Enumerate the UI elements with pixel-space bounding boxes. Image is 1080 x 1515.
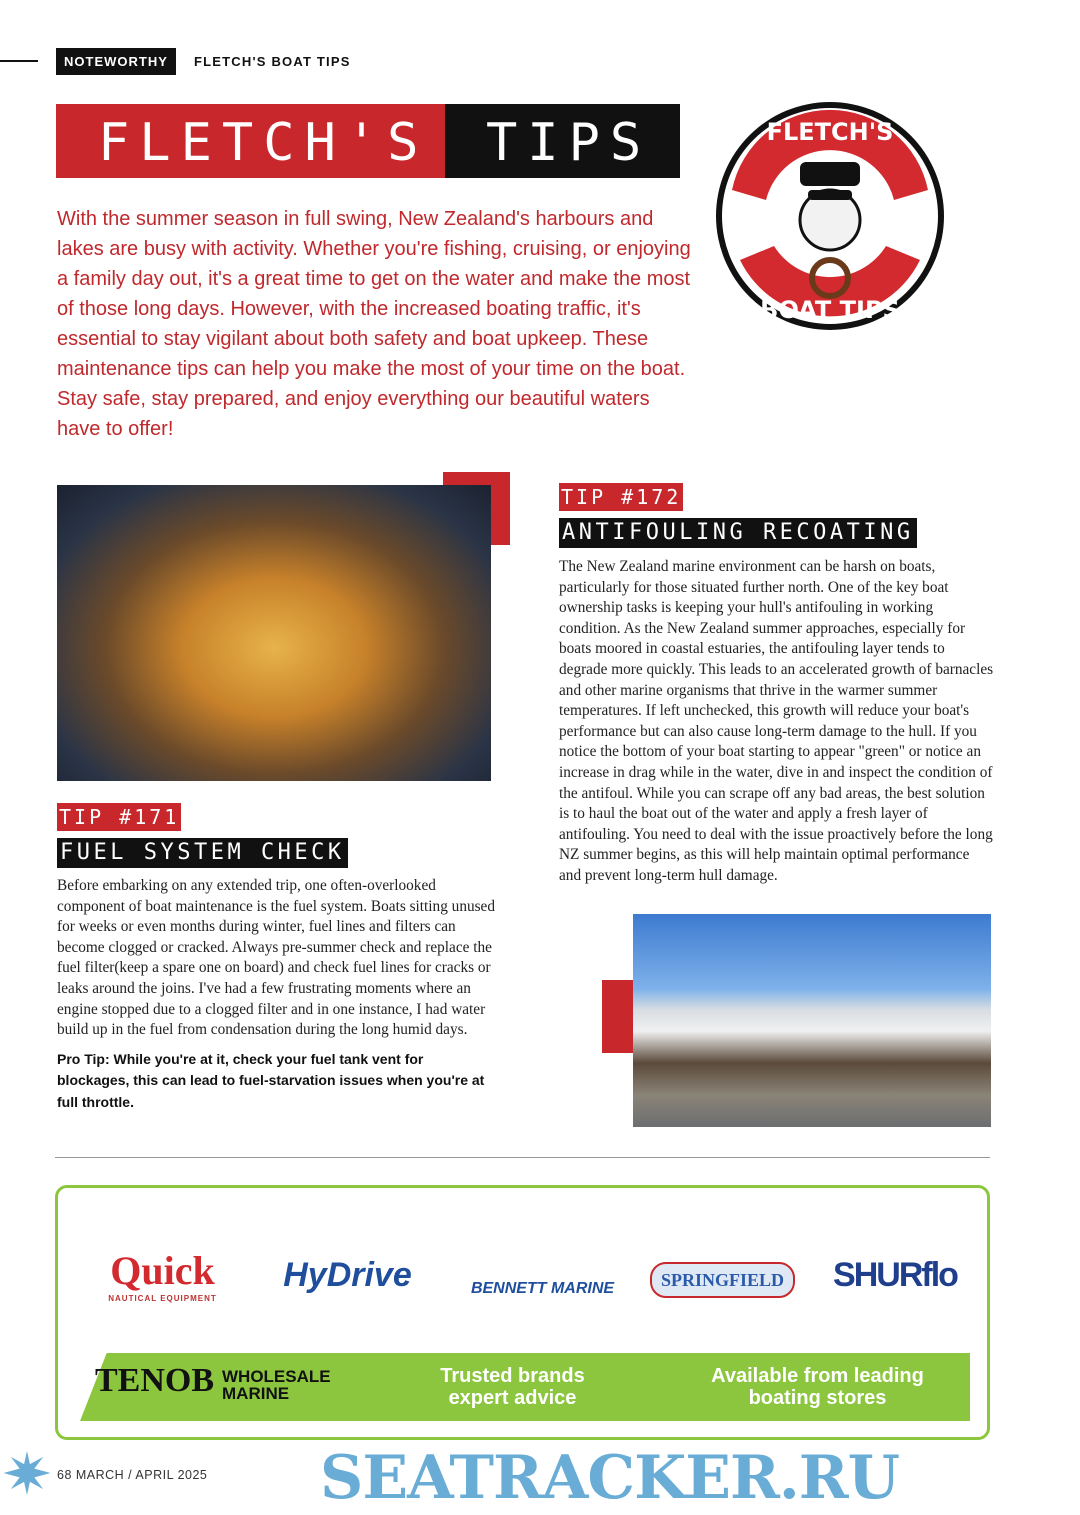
intro-paragraph: With the summer season in full swing, New Zealand's harbours and lakes are busy with activity. Whether you're fishing, cruising, or enjoying a family day out, it's a great time to get on the water and make the most of those long days. However, with the increased boating traffic, it's essential to stay vigilant about both safety and boat upkeep. These maintenance tips can help you make the most of your time on the boat. Stay safe, stay prepared, and enjoy everything our beautiful waters have to offer! [57,208,691,440]
section-badge: NOTEWORTHY [56,48,176,75]
header-rule [0,60,38,62]
page-footer: 68 MARCH / APRIL 2025 [57,1468,208,1482]
tip-172-body: The New Zealand marine environment can be harsh on boats, particularly for those situated further north. One of the key boat ownership tasks is keeping your hull's antifouling in working condition. As the New Zealand summer approaches, especially for boats moored in coastal estuaries, the antifouling layer tends to degrade more quickly. This leads to an accelerated growth of barnacles and other marine organisms that thrive in the warmer summer temperatures. If left unchecked, this growth will reduce your boat's performance but can also cause long-term damage to the hull. If you notice the bottom of your boat starting to appear "green" or notice an increase in drag while in the water, dive in and inspect the condition of the antifoul. While you can scrape off any bad areas, the best solution is to haul the boat out of the water and apply a fresh layer of antifouling. You need to deal with the issue proactively before the long NZ summer begins, as this will help maintain optimal performance and prevent long-term hull damage. [559,558,994,884]
watermark-sun-icon [2,1448,52,1498]
wholesale-marine [222,1368,331,1402]
tip-171-column [57,876,497,1113]
brand-bennett-marine: BENNETT MARINE [470,1280,615,1297]
distributor-name: MARINE [222,1384,290,1403]
tenob-logo: TENOB [95,1362,215,1399]
slogan-available: Available from leading boating stores [711,1365,924,1409]
tip-172-heading: ANTIFOULING RECOATING [559,518,917,548]
logo-text: FLETCH'S [766,118,894,146]
brand-quick [85,1240,240,1310]
svg-text:BOAT TIPS: BOAT TIPS [760,296,900,324]
brand-springfield: SPRINGFIELD [650,1262,795,1298]
tip-171-heading: FUEL SYSTEM CHECK [57,838,348,868]
brand-name: Quick [110,1248,215,1293]
divider [55,1157,990,1158]
brand-hydrive: HyDrive [283,1255,412,1294]
watermark: SEATRACKER.RU [320,1443,899,1513]
boat-hull-photo [633,914,991,1127]
slogan-trusted: Trusted brands expert advice [440,1365,585,1409]
pro-tip: Pro Tip: While you're at it, check your fuel tank vent for blockages, this can lead to fuel-starvation issues when you're at full throttle. [57,1050,485,1110]
tip-171-number: TIP #171 [59,805,180,829]
title-part1: FLETCH'S [98,113,429,173]
tip-172-number: TIP #172 [561,485,682,509]
section-title: FLETCH'S BOAT TIPS [194,54,351,69]
tip-171-body: Before embarking on any extended trip, one often-overlooked component of boat maintenance is the fuel system. Boats sitting unused for weeks or even months during winter, fuel lines and filters can become clogged or cracked. Always pre-summer check and replace the fuel filter(keep a spare one on board) and check fuel lines for cracks or leaks around the joins. I've had a few frustrating moments where an engine stopped due to a clogged filter and in one instance, I had water build up in the fuel from condensation during the long humid days. [57,877,496,1039]
red-accent [602,980,633,1053]
fuel-filter-photo [57,485,491,781]
brand-shurflo: SHURflo [833,1255,957,1294]
fletchs-boat-tips-logo [714,100,946,332]
distributor-name: WHOLESALE [222,1367,331,1386]
brand-subtitle: NAUTICAL EQUIPMENT [108,1294,217,1303]
title-part2: TIPS [486,113,652,173]
